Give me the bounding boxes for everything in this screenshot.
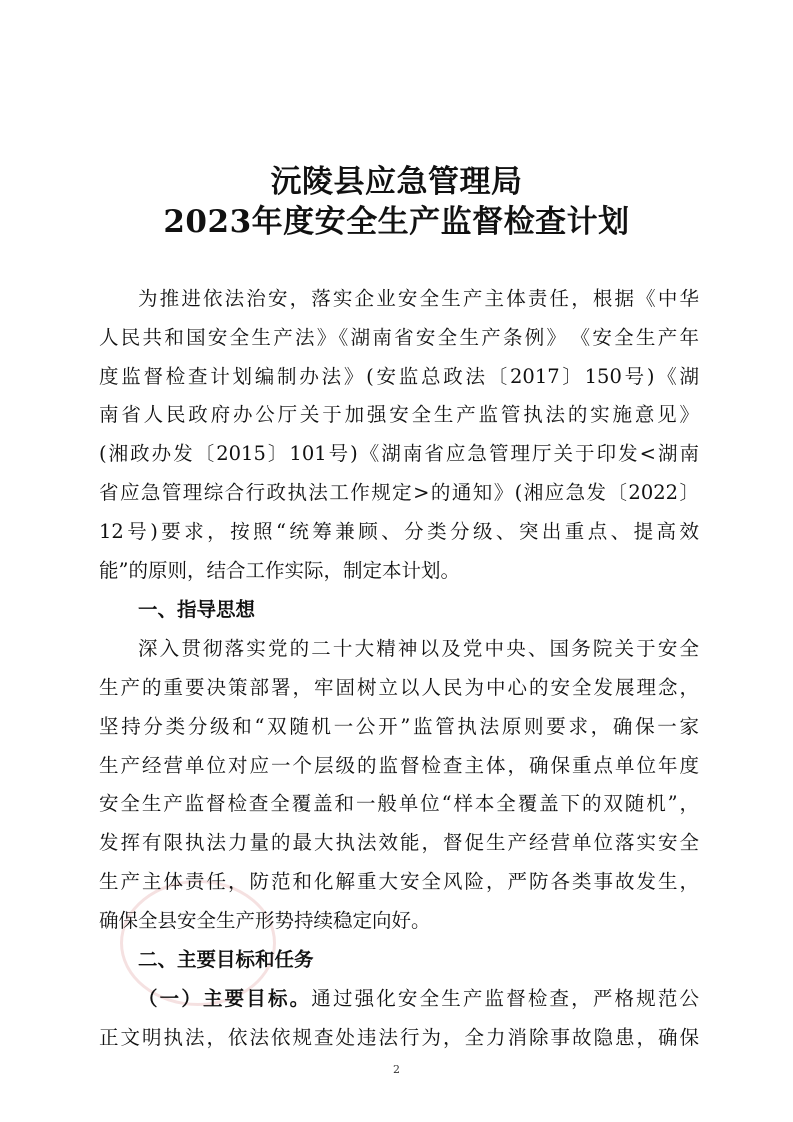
intro-line: (湘政办发〔2015〕101号)《湖南省应急管理厅关于印发<湖南 [99, 442, 699, 465]
intro-line: 12号)要求，按照“统筹兼顾、分类分级、突出重点、提高效 [99, 520, 699, 543]
intro-line: 为推进依法治安，落实企业安全生产主体责任，根据《中华 [138, 287, 699, 310]
paragraph-line: 安全生产监督检查全覆盖和一般单位“样本全覆盖下的双随机”， [99, 792, 699, 815]
document-title-line1: 沅陵县应急管理局 [270, 164, 523, 200]
subsection-line [138, 986, 699, 1012]
subsection-text: 通过强化安全生产监督检查，严格规范公 [311, 987, 699, 1010]
intro-line: 省应急管理综合行政执法工作规定>的通知》(湘应急发〔2022〕 [99, 481, 699, 504]
section-heading: 一、指导思想 [138, 598, 256, 621]
intro-line: 南省人民政府办公厅关于加强安全生产监管执法的实施意见》 [99, 403, 699, 426]
intro-line: 人民共和国安全生产法》《湖南省安全生产条例》 《安全生产年 [99, 326, 699, 349]
paragraph-line: 深入贯彻落实党的二十大精神以及党中央、国务院关于安全 [138, 637, 699, 660]
document-title-line2: 2023年度安全生产监督检查计划 [163, 204, 630, 240]
paragraph-line: 生产经营单位对应一个层级的监督检查主体，确保重点单位年度 [99, 754, 699, 777]
paragraph-line: 生产主体责任，防范和化解重大安全风险，严防各类事故发生， [99, 870, 699, 893]
paragraph-line: 生产的重要决策部署，牢固树立以人民为中心的安全发展理念， [99, 676, 699, 699]
subsection-label: （一）主要目标。 [138, 987, 312, 1010]
intro-line: 度监督检查计划编制办法》(安监总政法〔2017〕150号)《湖 [99, 365, 699, 388]
paragraph-line: 确保全县安全生产形势持续稳定向好。 [99, 909, 431, 932]
section-heading: 二、主要目标和任务 [138, 948, 314, 971]
intro-line: 能”的原则，结合工作实际，制定本计划。 [99, 559, 460, 582]
page-number: 2 [393, 1063, 400, 1076]
paragraph-line: 发挥有限执法力量的最大执法效能，督促生产经营单位落实安全 [99, 831, 699, 854]
paragraph-line: 坚持分类分级和“双随机一公开”监管执法原则要求，确保一家 [99, 715, 699, 738]
paragraph-line: 正文明执法，依法依规查处违法行为，全力消除事故隐患，确保 [99, 1026, 699, 1049]
